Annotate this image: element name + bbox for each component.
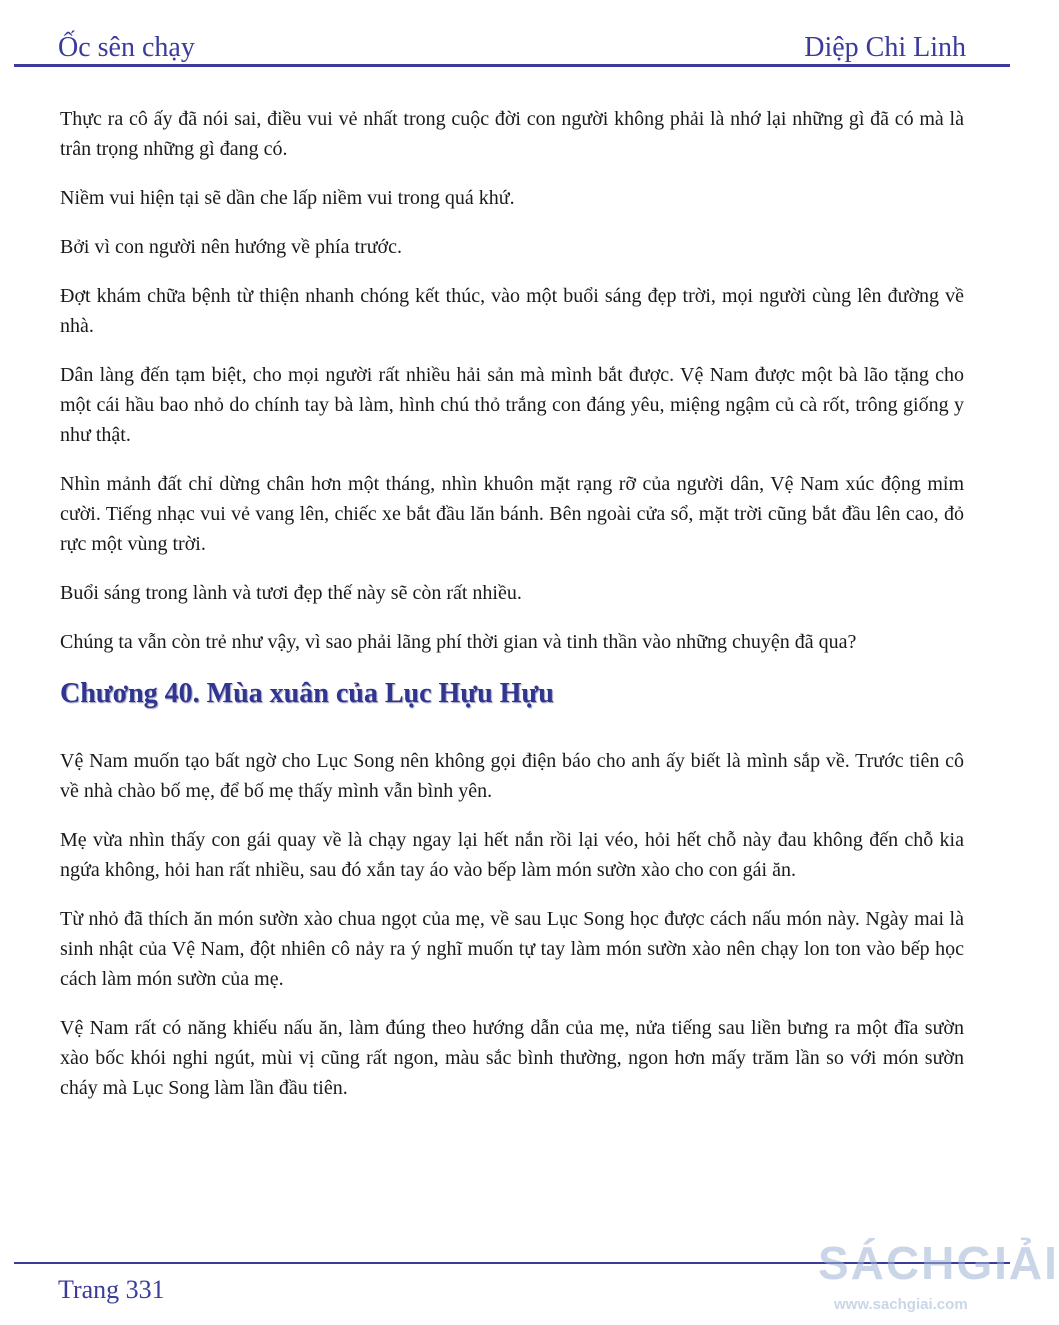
paragraph: Vệ Nam muốn tạo bất ngờ cho Lục Song nên không gọi điện báo cho anh ấy biết là mình sắp về. Trước tiên cô về nhà chào bố mẹ, để bố mẹ thấy mình vẫn bình yên.: [60, 750, 964, 802]
paragraph: Nhìn mảnh đất chỉ dừng chân hơn một tháng, nhìn khuôn mặt rạng rỡ của người dân, Vệ Nam xúc động mỉm cười. Tiếng nhạc vui vẻ vang lên, chiếc xe bắt đầu lăn bánh. Bên ngoài cửa sổ, mặt trời cũng bắt đầu lên cao, đỏ rực một vùng trời.: [60, 473, 964, 555]
paragraph: Vệ Nam rất có năng khiếu nấu ăn, làm đúng theo hướng dẫn của mẹ, nửa tiếng sau liền bưng ra một đĩa sườn xào bốc khói nghi ngút, mùi vị cũng rất ngon, màu sắc bình thường, ngon hơn mấy trăm lần so với món sườn cháy mà Lục Song làm lần đầu tiên.: [60, 1017, 964, 1099]
watermark-url: www.sachgiai.com: [834, 1296, 968, 1313]
paragraph: Đợt khám chữa bệnh từ thiện nhanh chóng kết thúc, vào một buổi sáng đẹp trời, mọi người cùng lên đường về nhà.: [60, 285, 964, 337]
author-name: Diệp Chi Linh: [804, 32, 966, 63]
paragraph: Dân làng đến tạm biệt, cho mọi người rất nhiều hải sản mà mình bắt được. Vệ Nam được một bà lão tặng cho một cái hầu bao nhỏ do chính tay bà làm, hình chú thỏ trắng con đáng yêu, miệng ngậm củ cà rốt, trông giống y như thật.: [60, 364, 964, 446]
book-title: Ốc sên chạy: [58, 32, 195, 63]
paragraph: Niềm vui hiện tại sẽ dần che lấp niềm vui trong quá khứ.: [60, 187, 515, 209]
watermark: [808, 1228, 1059, 1320]
paragraph: Thực ra cô ấy đã nói sai, điều vui vẻ nhất trong cuộc đời con người không phải là nhớ lại những gì đã có mà là trân trọng những gì đang có.: [60, 108, 964, 160]
paragraph: Buổi sáng trong lành và tươi đẹp thế này sẽ còn rất nhiều.: [60, 582, 522, 604]
paragraph: Từ nhỏ đã thích ăn món sườn xào chua ngọt của mẹ, về sau Lục Song học được cách nấu món này. Ngày mai là sinh nhật của Vệ Nam, đột nhiên cô nảy ra ý nghĩ muốn tự tay làm món sườn xào nên chạy lon ton vào bếp học cách làm món sườn của mẹ.: [60, 908, 964, 990]
page-header: [58, 22, 966, 64]
header-divider: [14, 64, 1010, 67]
chapter-title: Chương 40. Mùa xuân của Lục Hựu Hựu: [60, 678, 554, 709]
paragraph: Chúng ta vẫn còn trẻ như vậy, vì sao phải lãng phí thời gian và tinh thần vào những chuyện đã qua?: [60, 631, 857, 653]
paragraph: Bởi vì con người nên hướng về phía trước.: [60, 236, 402, 258]
page-content: [60, 104, 964, 1122]
page-number: Trang 331: [58, 1275, 165, 1304]
paragraph: Mẹ vừa nhìn thấy con gái quay về là chạy ngay lại hết nắn rồi lại véo, hỏi hết chỗ này đau không đến chỗ kia ngứa không, hỏi han rất nhiều, sau đó xắn tay áo vào bếp làm món sườn xào cho con gái ăn.: [60, 829, 964, 881]
watermark-logo: SÁCHGIẢI: [818, 1237, 1059, 1289]
